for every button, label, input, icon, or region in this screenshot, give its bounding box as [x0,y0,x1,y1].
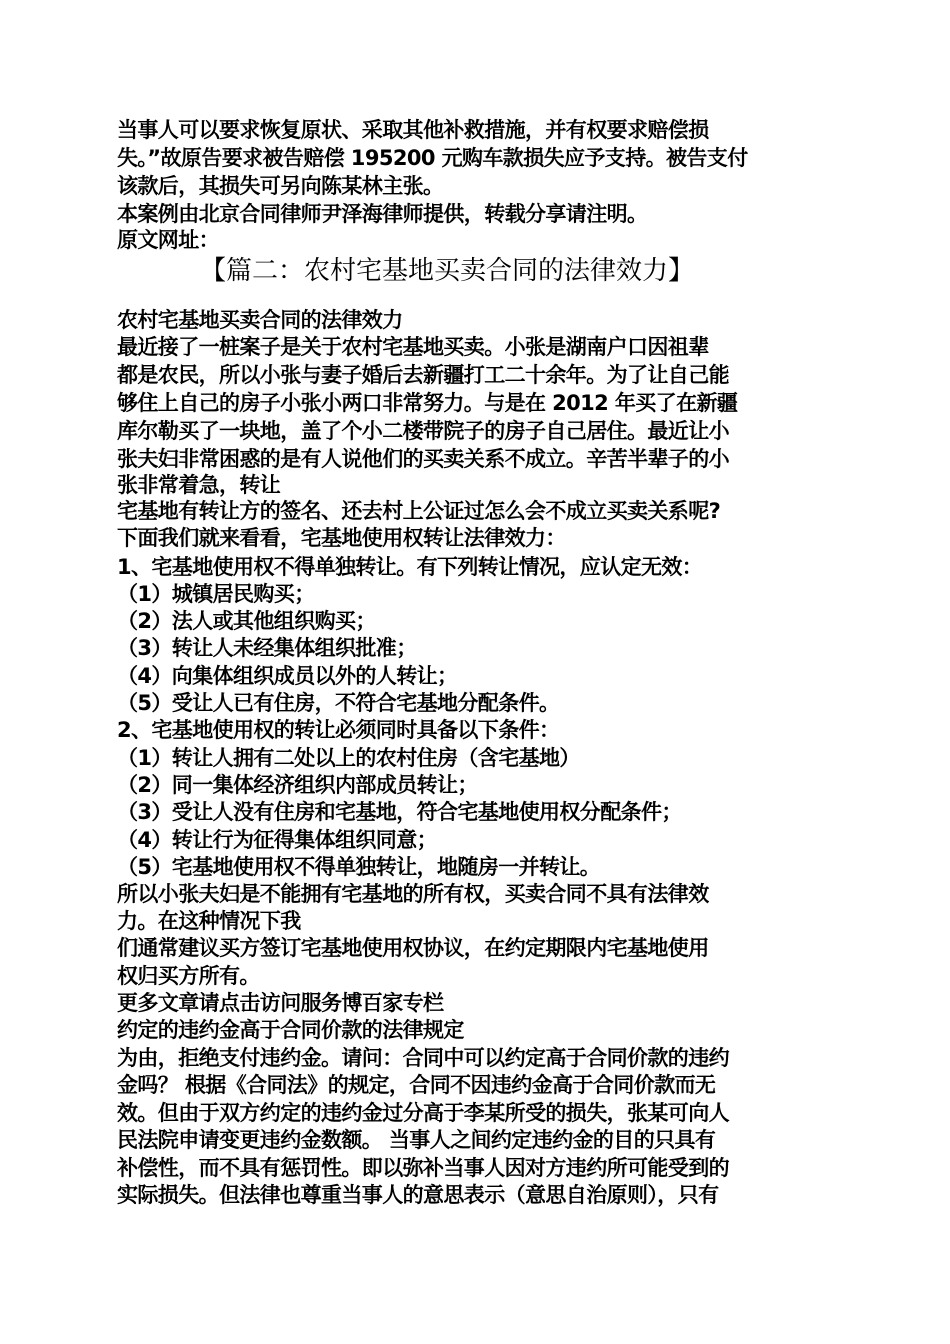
paragraph-line: 够住上自己的房子小张小两口非常努力。与是在 2012 年买了在新疆 [117,391,738,415]
paragraph-line: 库尔勒买了一块地，盖了个小二楼带院子的房子自己居住。最近让小 [117,419,729,443]
paragraph-line: 所以小张夫妇是不能拥有宅基地的所有权，买卖合同不具有法律效 [117,882,709,906]
list-item: （3）转让人未经集体组织批准； [117,636,417,660]
section-heading: 【篇二：农村宅基地买卖合同的法律效力】 [200,256,695,286]
paragraph-line: 实际损失。但法律也尊重当事人的意思表示（意思自治原则），只有 [117,1183,719,1207]
paragraph-line: 约定的违约金高于合同价款的法律规定 [117,1018,464,1042]
paragraph-line: 金吗？ 根据《合同法》的规定，合同不因违约金高于合同价款而无 [117,1073,716,1097]
paragraph-line: 张夫妇非常困惑的是有人说他们的买卖关系不成立。辛苦半辈子的小 [117,447,729,471]
paragraph-line: 们通常建议买方签订宅基地使用权协议，在约定期限内宅基地使用 [117,936,709,960]
paragraph-line: 张非常着急，转让 [117,473,281,497]
paragraph-line: 原文网址： [117,228,219,252]
paragraph-line: 补偿性，而不具有惩罚性。即以弥补当事人因对方违约所可能受到的 [117,1156,729,1180]
paragraph-line: 1、宅基地使用权不得单独转让。有下列转让情况，应认定无效： [117,555,703,579]
paragraph-line: 当事人可以要求恢复原状、采取其他补救措施，并有权要求赔偿损 [117,118,709,142]
paragraph-line: 都是农民，所以小张与妻子婚后去新疆打工二十余年。为了让自己能 [117,363,729,387]
link-text: 更多文章请点击访问服务博百家专栏 [117,991,444,1015]
paragraph-line: 本案例由北京合同律师尹泽海律师提供，转载分享请注明。 [117,202,648,226]
list-item: （2）法人或其他组织购买； [117,609,376,633]
paragraph-line: 最近接了一桩案子是关于农村宅基地买卖。小张是湖南户口因祖辈 [117,335,709,359]
list-item: （1）转让人拥有二处以上的农村住房（含宅基地） [117,746,580,770]
paragraph-line: 权归买方所有。 [117,964,260,988]
list-item: （3）受让人没有住房和宅基地，符合宅基地使用权分配条件； [117,800,682,824]
paragraph-line: 该款后，其损失可另向陈某林主张。 [117,174,444,198]
paragraph-line: 农村宅基地买卖合同的法律效力 [117,308,403,332]
paragraph-line: 力。在这种情况下我 [117,909,301,933]
paragraph-line: 效。但由于双方约定的违约金过分高于李某所受的损失，张某可向人 [117,1101,729,1125]
paragraph-line: 宅基地有转让方的签名、还去村上公证过怎么会不成立买卖关系呢? [117,499,721,523]
paragraph-line: 2、宅基地使用权的转让必须同时具备以下条件： [117,718,560,742]
list-item: （1）城镇居民购买； [117,582,315,606]
list-item: （5）受让人已有住房，不符合宅基地分配条件。 [117,691,560,715]
list-item: （4）转让行为征得集体组织同意； [117,828,438,852]
paragraph-line: 为由，拒绝支付违约金。请问：合同中可以约定高于合同价款的违约 [117,1046,729,1070]
list-item: （5）宅基地使用权不得单独转让，地随房一并转让。 [117,855,601,879]
list-item: （2）同一集体经济组织内部成员转让； [117,773,478,797]
list-item: （4）向集体组织成员以外的人转让； [117,664,458,688]
paragraph-line: 失。”故原告要求被告赔偿 195200 元购车款损失应予支持。被告支付 [117,146,748,170]
paragraph-line: 民法院申请变更违约金数额。 当事人之间约定违约金的目的只具有 [117,1128,716,1152]
paragraph-line: 下面我们就来看看，宅基地使用权转让法律效力： [117,526,566,550]
